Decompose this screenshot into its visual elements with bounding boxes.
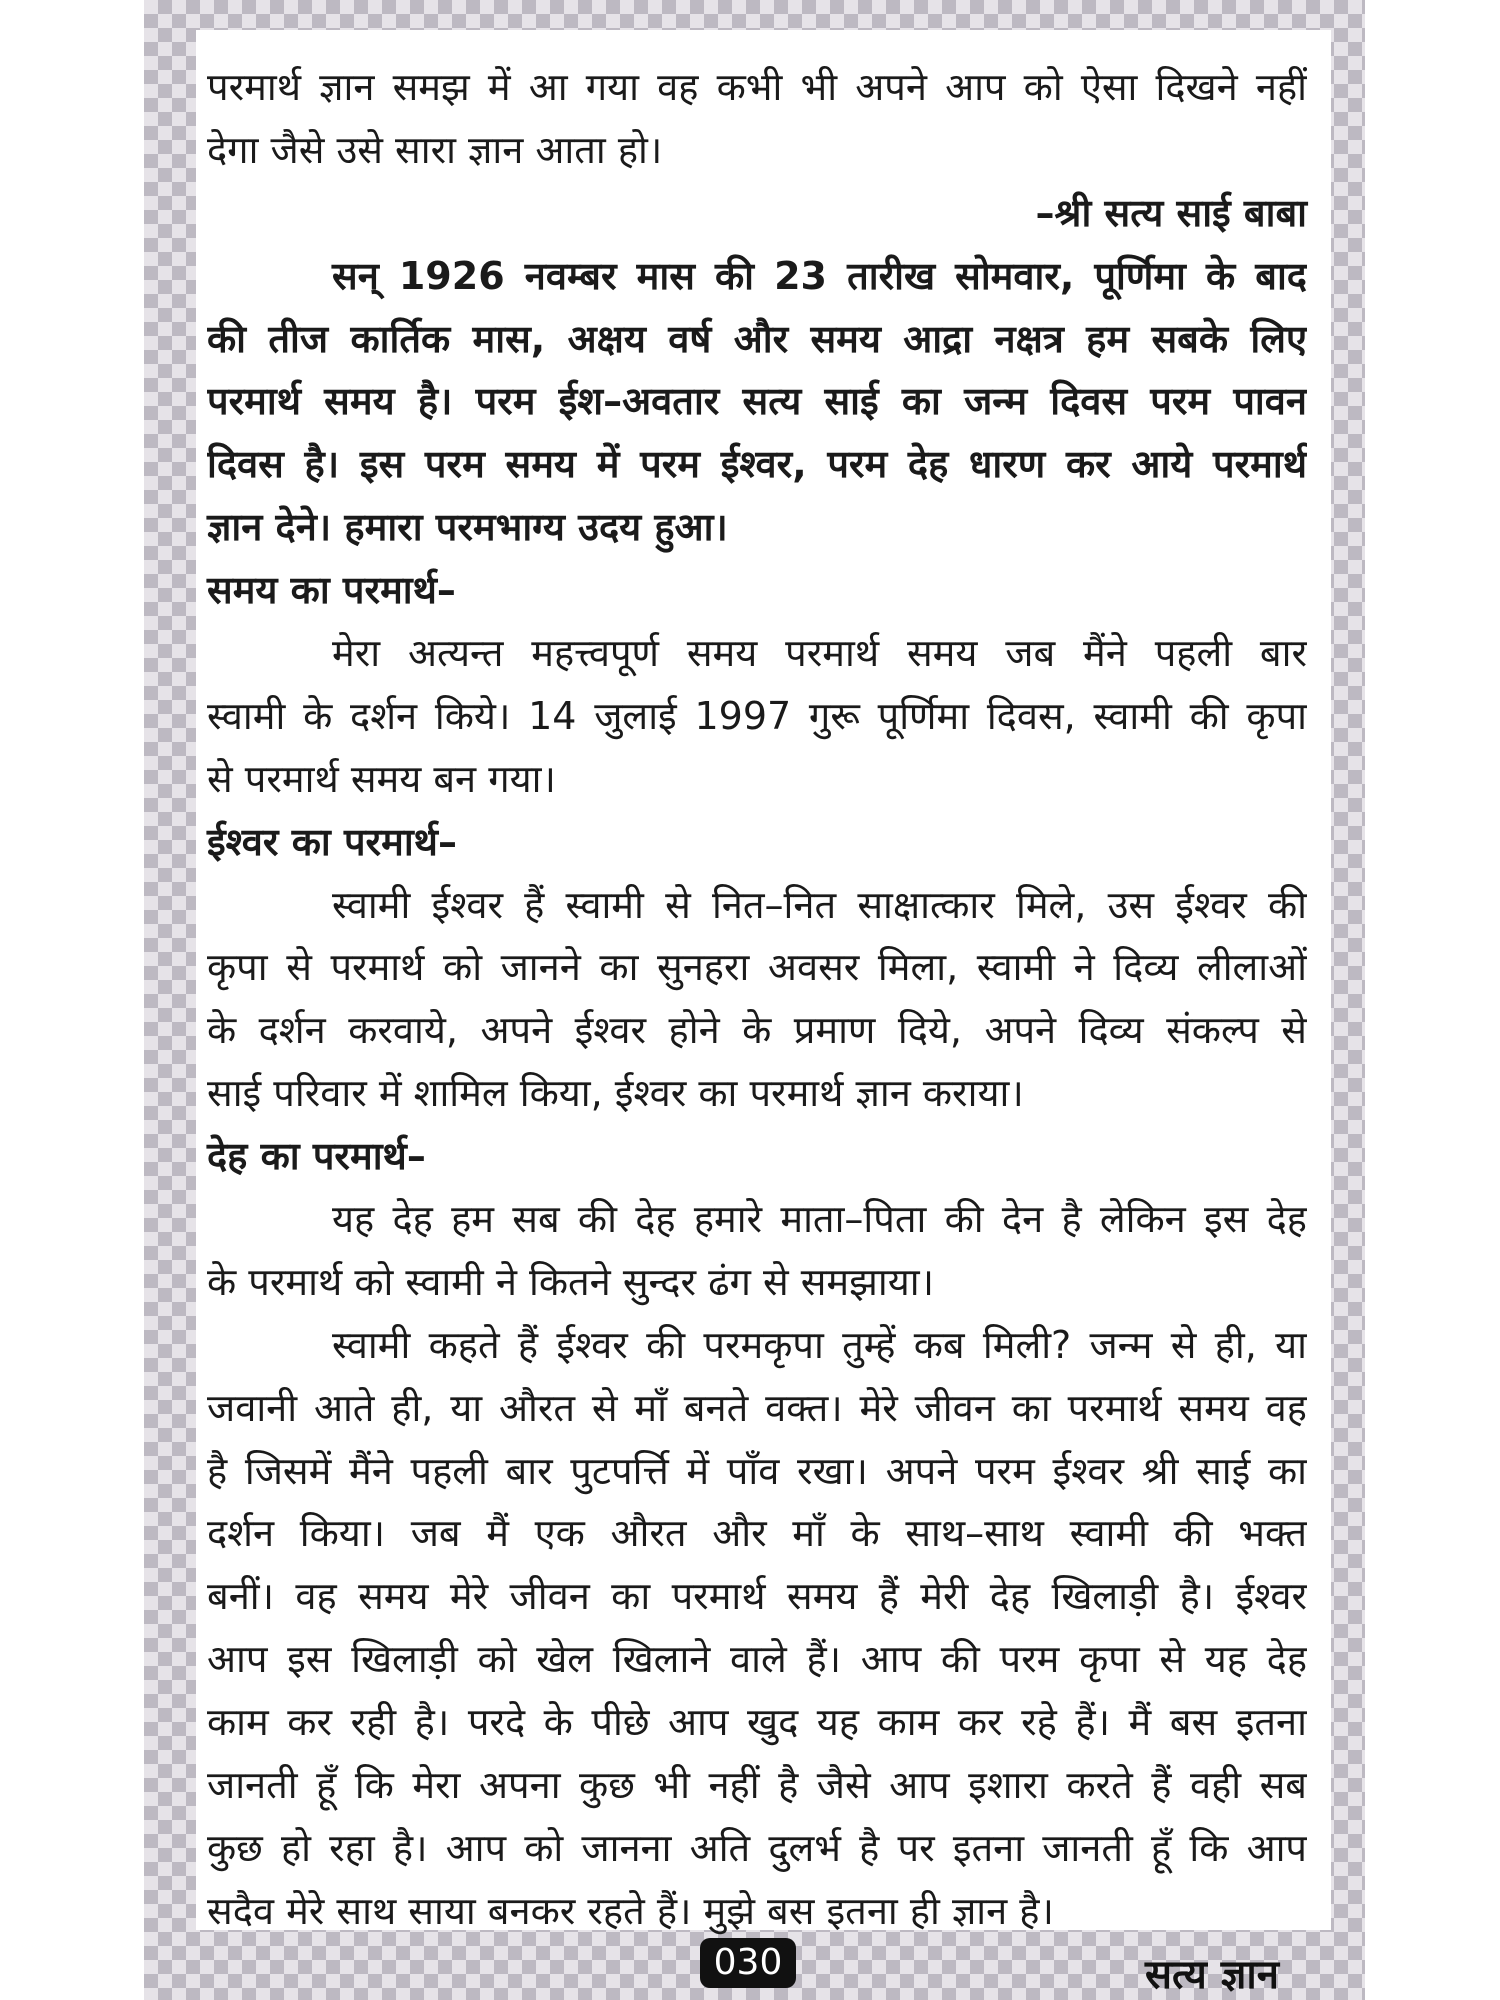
text-line: जवानी आते ही, या औरत से माँ बनते वक्त। मेरे जीवन का परमार्थ समय वह [207, 1385, 1307, 1430]
book-title: सत्य ज्ञान [1145, 1952, 1279, 1998]
text-line: काम कर रही है। परदे के पीछे आप खुद यह काम कर रहे हैं। मैं बस इतना [207, 1700, 1307, 1745]
text-line: जानती हूँ कि मेरा अपना कुछ भी नहीं है जैसे आप इशारा करते हैं वही सब [207, 1763, 1307, 1808]
section-heading: देह का परमार्थ– [207, 1134, 426, 1179]
body-text [207, 56, 1307, 1943]
text-line: सन् 1926 नवम्बर मास की 23 तारीख सोमवार, पूर्णिमा के बाद [332, 253, 1307, 298]
text-line: कृपा से परमार्थ को जानने का सुनहरा अवसर मिला, स्वामी ने दिव्य लीलाओं [207, 945, 1307, 990]
section-heading: ईश्वर का परमार्थ– [207, 819, 457, 864]
text-line: बनीं। वह समय मेरे जीवन का परमार्थ समय हैं मेरी देह खिलाड़ी है। ईश्वर [207, 1574, 1307, 1619]
text-line: के परमार्थ को स्वामी ने कितने सुन्दर ढंग से समझाया। [207, 1259, 934, 1304]
text-line: सदैव मेरे साथ साया बनकर रहते हैं। मुझे बस इतना ही ज्ञान है। [207, 1888, 1054, 1933]
text-line: की तीज कार्तिक मास, अक्षय वर्ष और समय आद्रा नक्षत्र हम सबके लिए [207, 316, 1307, 361]
text-line: ज्ञान देने। हमारा परमभाग्य उदय हुआ। [207, 505, 728, 550]
text-line: साई परिवार में शामिल किया, ईश्वर का परमार्थ ज्ञान कराया। [207, 1071, 1024, 1116]
page-number: 030 [700, 1938, 796, 1988]
text-line: से परमार्थ समय बन गया। [207, 756, 556, 801]
text-line: स्वामी ईश्वर हैं स्वामी से नित–नित साक्षात्कार मिले, उस ईश्वर की [332, 882, 1307, 927]
text-line: यह देह हम सब की देह हमारे माता–पिता की देन है लेकिन इस देह [332, 1197, 1307, 1242]
text-line: आप इस खिलाड़ी को खेल खिलाने वाले हैं। आप की परम कृपा से यह देह [207, 1637, 1307, 1682]
text-line: स्वामी के दर्शन किये। 14 जुलाई 1997 गुरू पूर्णिमा दिवस, स्वामी की कृपा [207, 693, 1307, 738]
text-line: कुछ हो रहा है। आप को जानना अति दुलर्भ है पर इतना जानती हूँ कि आप [207, 1825, 1307, 1870]
quote-attribution: –श्री सत्य साई बाबा [1035, 190, 1307, 235]
text-line: स्वामी कहते हैं ईश्वर की परमकृपा तुम्हें कब मिली? जन्म से ही, या [332, 1322, 1307, 1367]
text-line: परमार्थ समय है। परम ईश–अवतार सत्य साई का जन्म दिवस परम पावन [207, 379, 1307, 424]
section-heading: समय का परमार्थ– [207, 568, 456, 613]
text-line: मेरा अत्यन्त महत्त्वपूर्ण समय परमार्थ समय जब मैंने पहली बार [332, 631, 1307, 676]
text-line: है जिसमें मैंने पहली बार पुटपर्त्ति में पाँव रखा। अपने परम ईश्वर श्री साई का [207, 1448, 1307, 1493]
text-line: दर्शन किया। जब मैं एक औरत और माँ के साथ–साथ स्वामी की भक्त [207, 1511, 1307, 1556]
text-line: परमार्थ ज्ञान समझ में आ गया वह कभी भी अपने आप को ऐसा दिखने नहीं [207, 65, 1307, 109]
text-line: दिवस है। इस परम समय में परम ईश्वर, परम देह धारण कर आये परमार्थ [207, 442, 1307, 487]
text-line: देगा जैसे उसे सारा ज्ञान आता हो। [207, 127, 663, 172]
text-line: के दर्शन करवाये, अपने ईश्वर होने के प्रमाण दिये, अपने दिव्य संकल्प से [207, 1008, 1307, 1053]
